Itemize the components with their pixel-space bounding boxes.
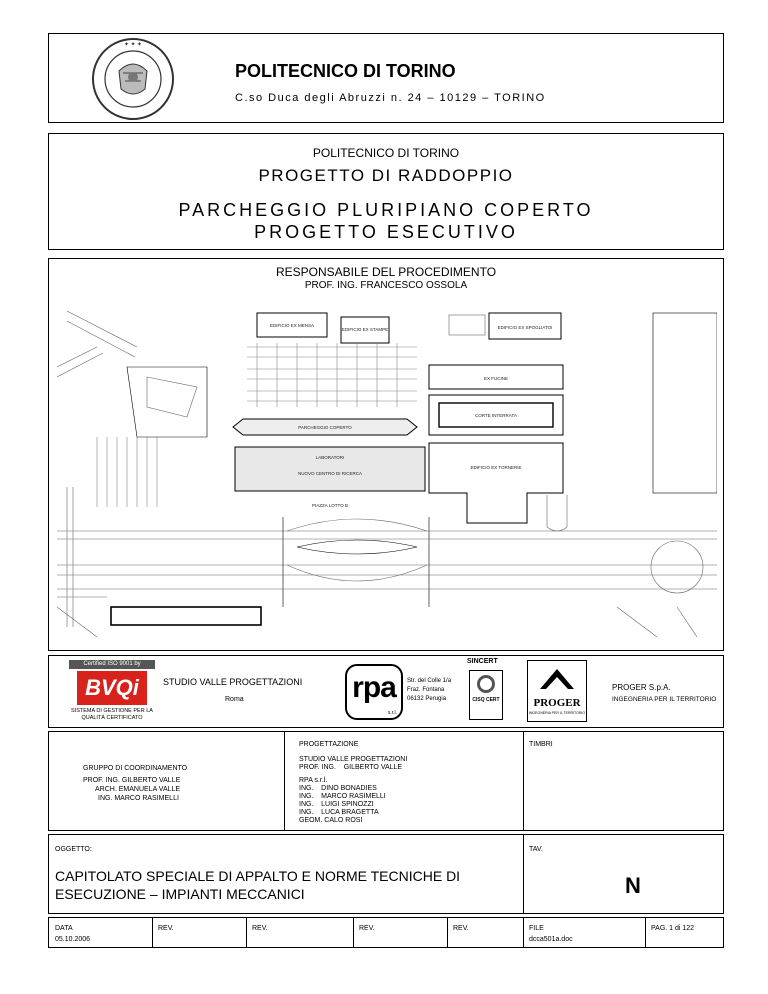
label-ex-mensa: EDIFICIO EX MENSA (269, 323, 315, 328)
oggetto-line-1: CAPITOLATO SPECIALE DI APPALTO E NORME TECNICHE DI (55, 868, 461, 884)
project-subtitle-2: PROGETTO ESECUTIVO (254, 222, 518, 242)
responsible-box (48, 258, 724, 651)
label-ex-stampe: EDIFICIO EX STAMPE (341, 327, 389, 332)
proger-roof-icon (538, 665, 576, 695)
label-ex-torneria: EDIFICIO EX TORNERIE (470, 465, 522, 470)
rpa-name: RPA s.r.l. (299, 777, 328, 784)
rpa-address-3: 06132 Perugia (407, 696, 447, 702)
bvqi-mark: BVQi (77, 671, 147, 705)
rpa-address-2: Fraz. Fontana (407, 687, 445, 693)
team-box (48, 731, 724, 831)
label-piazza-lotto-b: PIAZZA LOTTO B (312, 503, 348, 508)
oggetto-line-2: ESECUZIONE – IMPIANTI MECCANICI (55, 886, 305, 902)
rev-label-4: REV. (453, 925, 469, 932)
cisq-mark: CISQ CERT (472, 697, 500, 703)
team-divider-1 (284, 732, 285, 830)
valle-name: STUDIO VALLE PROGETTAZIONI (163, 677, 303, 687)
footer-box (48, 917, 724, 948)
timbri-label: TIMBRI (529, 741, 553, 748)
project-box (48, 133, 724, 250)
rpa-mark: rpa (352, 671, 396, 704)
bvqi-caption: SISTEMA DI GESTIONE PER LA QUALITÀ CERTIFICATO (71, 708, 153, 721)
cisq-circle (477, 675, 495, 693)
valle-city: Roma (225, 696, 244, 703)
label-nuovo-centro: NUOVO CENTRO DI RICERCA (297, 471, 363, 476)
rpa-address-1: Str. del Colle 1/a (407, 678, 452, 684)
page-number: PAG. 1 di 122 (651, 925, 695, 932)
header-address: C.so Duca degli Abruzzi n. 24 – 10129 – TORINO (235, 92, 546, 104)
sincert-label: SINCERT (467, 658, 498, 665)
label-laboratori: LABORATORI (315, 455, 345, 460)
progettazione-label: PROGETTAZIONE (299, 741, 359, 748)
proger-logo (527, 660, 587, 722)
responsible-name: PROF. ING. FRANCESCO OSSOLA (304, 280, 468, 291)
tav-label: TAV. (529, 846, 543, 853)
coord-member-1: PROF. ING. GILBERTO VALLE (83, 777, 181, 784)
file-label: FILE (529, 925, 544, 932)
coord-member-3: ING. MARCO RASIMELLI (98, 795, 179, 802)
file-value: dcca501a.doc (529, 936, 573, 943)
data-label: DATA (55, 925, 73, 932)
studio-lead: PROF. ING. GILBERTO VALLE (299, 764, 403, 771)
project-institution: POLITECNICO DI TORINO (312, 146, 460, 160)
rpa-member-5: GEOM. CALO ROSI (299, 817, 363, 824)
oggetto-divider (523, 835, 524, 913)
label-parcheggio-coperto: PARCHEGGIO COPERTO (298, 425, 352, 430)
oggetto-label: OGGETTO: (55, 846, 92, 853)
team-divider-2 (523, 732, 524, 830)
rev-label-2: REV. (252, 925, 268, 932)
svg-text:✦ ✦ ✦: ✦ ✦ ✦ (123, 42, 143, 48)
tav-value: N (625, 873, 641, 898)
politecnico-seal (89, 37, 177, 121)
building-laboratori (235, 447, 425, 491)
building-ex-torneria (429, 443, 563, 523)
rpa-sub: s.r.l. (387, 710, 397, 716)
project-name: PROGETTO DI RADDOPPIO (258, 166, 514, 185)
label-ex-fucine: EX FUCINE (483, 376, 509, 381)
rpa-member-4: ING. LUCA BRAGETTA (299, 809, 379, 816)
label-ex-spogliatoi: EDIFICIO EX SPOGLIATOI (497, 325, 553, 330)
site-plan (57, 307, 717, 645)
bvqi-certified: Certified ISO 9001 by (69, 660, 155, 669)
rev-label-3: REV. (359, 925, 375, 932)
rpa-logo (345, 664, 403, 720)
proger-mark: PROGER (533, 697, 581, 709)
oggetto-box (48, 834, 724, 914)
coord-title: GRUPPO DI COORDINAMENTO (83, 765, 188, 772)
rpa-member-1: ING. DINO BONADIES (299, 785, 377, 792)
rpa-member-2: ING. MARCO RASIMELLI (299, 793, 386, 800)
proger-tagline: INGEGNERIA PER IL TERRITORIO (612, 696, 717, 703)
rpa-member-3: ING. LUIGI SPINOZZI (299, 801, 374, 808)
coord-member-2: ARCH. EMANUELA VALLE (95, 786, 181, 793)
proger-logo-caption: INGEGNERIA PER IL TERRITORIO (528, 711, 586, 715)
header-title: POLITECNICO DI TORINO (235, 61, 456, 81)
logos-box (48, 655, 724, 728)
header-box (48, 33, 724, 123)
data-value: 05.10.2006 (55, 936, 91, 943)
label-corte-interrata: CORTE INTERRATA (475, 413, 517, 418)
rev-label-1: REV. (158, 925, 174, 932)
project-subtitle-1: PARCHEGGIO PLURIPIANO COPERTO (178, 200, 594, 220)
studio-name: STUDIO VALLE PROGETTAZIONI (299, 756, 408, 763)
bvqi-logo (69, 660, 155, 722)
responsible-role: RESPONSABILE DEL PROCEDIMENTO (275, 265, 497, 279)
proger-name: PROGER S.p.A. (612, 683, 671, 692)
cisq-logo (469, 670, 503, 720)
